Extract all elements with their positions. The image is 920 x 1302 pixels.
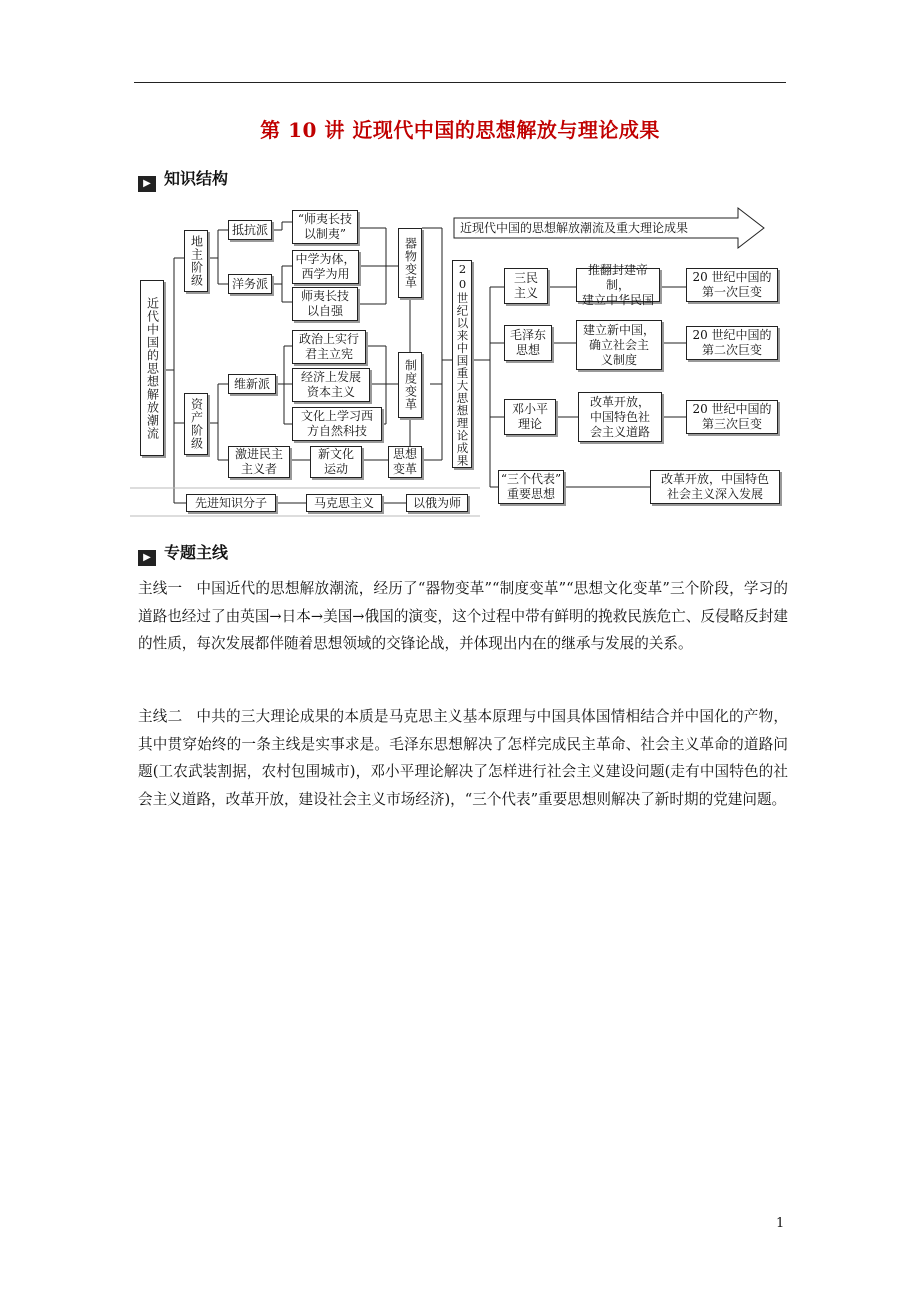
change3-box: 20 世纪中国的 第三次巨变 (686, 400, 778, 434)
thought-change-box: 思想 变革 (388, 446, 422, 478)
section-structure-label: 知识结构 (164, 169, 229, 188)
reform-idea3-box: 文化上学习西 方自然科技 (292, 407, 382, 441)
three-act-box: 改革开放，中国特色 社会主义深入发展 (650, 470, 780, 504)
page-number: 1 (776, 1216, 785, 1231)
russia-box: 以俄为师 (406, 494, 468, 512)
deng-box: 邓小平 理论 (504, 399, 556, 435)
mainline-1-text: 中国近代的思想解放潮流，经历了“器物变革”“制度变革”“思想文化变革”三个阶段，学习的道路也经过了由英国→日本→美国→俄国的演变，这个过程中带有鲜明的挽救民族危亡、反侵略反封建的性质，每次发展都伴随着思想领域的交锋论战，并体现出内在的继承与发展的关系。 (138, 580, 788, 652)
mainline-2-label: 主线二 (138, 708, 183, 725)
reform-idea1-box: 政治上实行 君主立宪 (292, 330, 366, 364)
resist-box: 抵抗派 (228, 220, 272, 240)
mainline-2-text: 中共的三大理论成果的本质是马克思主义基本原理与中国具体国情相结合并中国化的产物，其中贯穿始终的一条主线是实事求是。毛泽东思想解决了怎样完成民主革命、社会主义革命的道路问题(工农武装割据，农村包围城市)，邓小平理论解决了怎样进行社会主义建设问题(走有中国特色的社会主义道路，改革开放，建设社会主义市场经济)，“三个代表”重要思想则解决了新时期的党建问题。 (138, 708, 788, 808)
change2-box: 20 世纪中国的 第二次巨变 (686, 326, 778, 360)
mainline-1-label: 主线一 (138, 580, 183, 597)
intellectuals-box: 先进知识分子 (186, 494, 276, 512)
play-icon: ▶ (138, 550, 156, 566)
century-box: 20世纪以来中国重大思想理论成果 (452, 260, 472, 468)
page-title: 第 10 讲 近现代中国的思想解放与理论成果 (260, 118, 660, 142)
westernize-box: 洋务派 (228, 274, 272, 294)
new-culture-box: 新文化 运动 (310, 446, 362, 478)
section-mainline (138, 540, 228, 566)
mao-box: 毛泽东 思想 (504, 325, 552, 361)
change1-box: 20 世纪中国的 第一次巨变 (686, 268, 778, 302)
mainline-paragraph-2 (138, 703, 788, 813)
mao-act-box: 建立新中国， 确立社会主 义制度 (576, 320, 662, 370)
deng-act-box: 改革开放， 中国特色社 会主义道路 (578, 392, 662, 442)
resist-idea-box: “师夷长技 以制夷” (292, 210, 358, 244)
west-idea2-box: 师夷长技 以自强 (292, 287, 358, 321)
three-box: “三个代表” 重要思想 (498, 470, 564, 504)
root-box: 近代中国的思想解放潮流 (140, 280, 164, 456)
west-idea1-box: 中学为体， 西学为用 (292, 250, 359, 284)
knowledge-diagram (0, 0, 920, 540)
sanmin-act-box: 推翻封建帝制， 建立中华民国 (576, 268, 660, 302)
marxism-box: 马克思主义 (306, 494, 382, 512)
bourgeois-box: 资产阶级 (184, 393, 208, 455)
system-change-box: 制度变革 (398, 352, 422, 418)
section-mainline-label: 专题主线 (164, 543, 229, 562)
reform-idea2-box: 经济上发展 资本主义 (292, 368, 370, 402)
mainline-paragraph-1 (138, 575, 788, 658)
big-arrow-label: 近现代中国的思想解放潮流及重大理论成果 (460, 221, 689, 235)
tool-change-box: 器物变革 (398, 228, 422, 298)
reform-box: 维新派 (228, 374, 276, 394)
radical-box: 激进民主 主义者 (228, 446, 290, 478)
sanmin-box: 三民 主义 (504, 268, 548, 304)
play-icon: ▶ (138, 176, 156, 192)
landlord-box: 地主阶级 (184, 230, 208, 292)
